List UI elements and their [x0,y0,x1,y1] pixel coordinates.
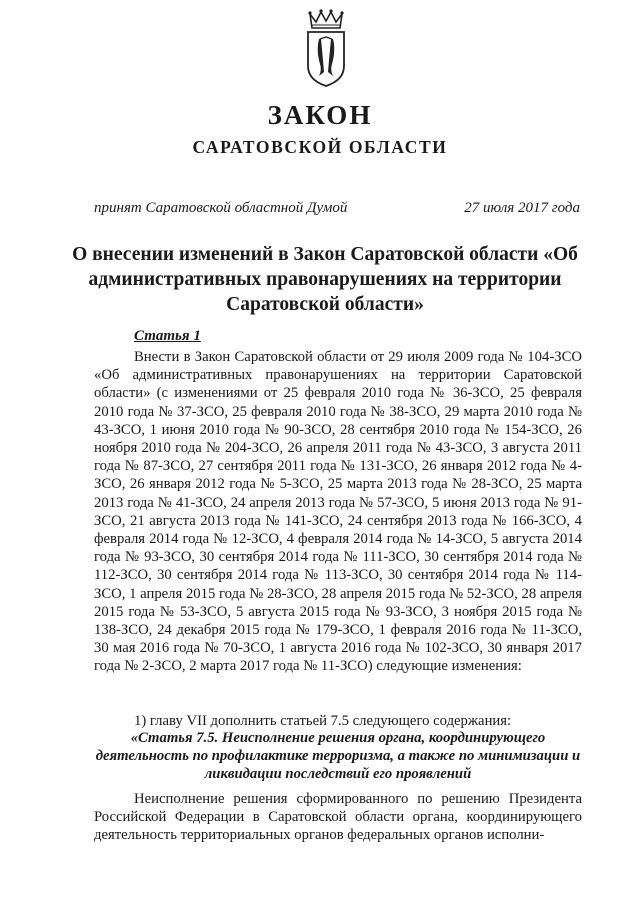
saratov-coat-of-arms-icon [300,8,352,88]
adoption-date: 27 июля 2017 года [464,200,580,216]
law-heading: О внесении изменений в Закон Саратовской области «Об административных правонарушениях на территории Саратовской области» [72,244,578,315]
adoption-authority: принят Саратовской областной Думой [94,200,348,216]
article-label: Статья 1 [134,328,201,344]
document-title: ЗАКОН [267,100,373,130]
document-subtitle: САРАТОВСКОЙ ОБЛАСТИ [192,137,448,157]
new-article-heading: «Статья 7.5. Неисполнение решения органа, координирующего деятельность по профилактике терроризма, а также по минимизации и ликвидации последствий его проявлений [95,730,581,783]
article-item-1: 1) главу VII дополнить статьей 7.5 следующего содержания: [134,713,512,729]
article-intro-paragraph: Внести в Закон Саратовской области от 29 июля 2009 года № 104-ЗСО «Об административных правонарушениях на территории Саратовской области» (с изменениями от 25 февраля 2010 года № 36-ЗСО, 25 февраля 2010 года № 37-ЗСО, 25 февраля 2010 года № 38-ЗСО, 29 марта 2010 года № 43-ЗСО, 1 июня 2010 года № 90-ЗСО, 28 сентября 2010 года № 154-ЗСО, 26 ноября 2010 года № 204-ЗСО, 26 апреля 2011 года № 43-ЗСО, 3 августа 2011 года № 87-ЗСО, 27 сентября 2011 года № 131-ЗСО, 26 января 2012 года № 4-ЗСО, 26 января 2012 года № 5-ЗСО, 25 марта 2013 года № 28-ЗСО, 25 марта 2013 года № 41-ЗСО, 24 апреля 2013 года № 57-ЗСО, 5 июня 2013 года № 91-ЗСО, 21 августа 2013 года № 141-ЗСО, 24 сентября 2013 года № 166-ЗСО, 4 февраля 2014 года № 12-ЗСО, 4 февраля 2014 года № 14-ЗСО, 5 августа 2014 года № 93-ЗСО, 30 сентября 2014 года № 111-ЗСО, 30 сентября 2014 года № 112-ЗСО, 30 сентября 2014 года № 113-ЗСО, 30 сентября 2014 года № 114-ЗСО, 1 апреля 2015 года № 28-ЗСО, 28 апреля 2015 года № 52-ЗСО, 28 апреля 2015 года № 53-ЗСО, 5 августа 2015 года № 93-ЗСО, 3 ноября 2015 года № 138-ЗСО, 24 декабря 2015 года № 179-ЗСО, 1 февраля 2016 года № 11-ЗСО, 30 мая 2016 года № 70-ЗСО, 1 августа 2016 года № 102-ЗСО, 30 января 2017 года № 2-ЗСО, 2 марта 2017 года № 11-ЗСО) следующие изменения: [94,349,582,675]
new-article-paragraph: Неисполнение решения сформированного по решению Президента Российской Федерации в Саратовской области органа, координирующего деятельность территориальных органов федеральных органов исполни- [94,791,582,844]
